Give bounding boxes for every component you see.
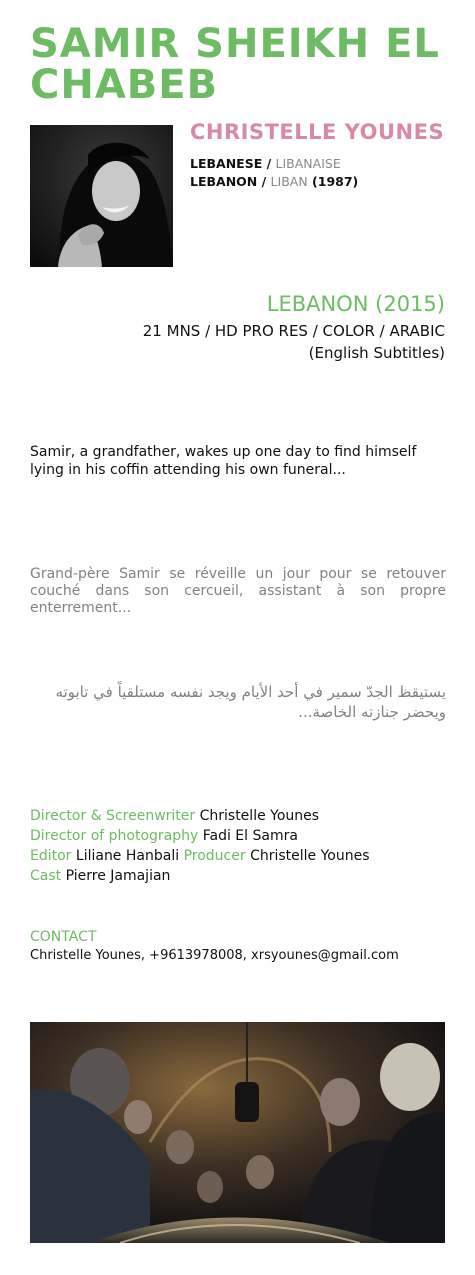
credit-dop	[30, 826, 370, 846]
credit-name: Fadi El Samra	[202, 828, 298, 844]
credit-name: Christelle Younes	[199, 808, 320, 824]
credit-editor-producer	[30, 846, 370, 866]
contact-details: Christelle Younes, +9613978008, xrsyounes@gmail.com	[30, 948, 399, 963]
credit-cast	[30, 866, 370, 886]
birth-year: (1987)	[312, 174, 359, 189]
credit-name: Liliane Hanbali	[75, 848, 180, 864]
credit-director	[30, 806, 370, 826]
credit-role: Director & Screenwriter	[30, 808, 196, 824]
film-technical-specs: 21 MNS / HD PRO RES / COLOR / ARABIC	[142, 322, 445, 340]
synopsis-english: Samir, a grandfather, wakes up one day to find himself lying in his coffin attending his own funeral...	[30, 444, 417, 478]
director-nationality: LEBANESE / LIBANAISE	[190, 156, 341, 171]
credit-role: Cast	[30, 868, 62, 884]
synopsis-french: Grand-père Samir se réveille un jour pour se retouver couché dans son cercueil, assistant à son propre enterrement...	[30, 566, 446, 616]
nationality-en: LEBANESE	[190, 156, 263, 171]
credit-role: Director of photography	[30, 828, 199, 844]
film-country-year: LEBANON (2015)	[266, 292, 445, 316]
film-still-image	[30, 1022, 445, 1243]
country-fr: LIBAN	[270, 174, 308, 189]
nationality-fr: LIBANAISE	[275, 156, 341, 171]
credit-role: Producer	[183, 848, 246, 864]
country-en: LEBANON	[190, 174, 258, 189]
credit-role: Editor	[30, 848, 72, 864]
director-name: CHRISTELLE YOUNES	[190, 120, 445, 144]
film-subtitles: (English Subtitles)	[308, 344, 445, 362]
credits-block	[30, 806, 370, 886]
director-country: LEBANON / LIBAN (1987)	[190, 174, 359, 189]
credit-name: Pierre Jamajian	[65, 868, 171, 884]
synopsis-arabic: يستيقظ الجدّ سمير في أحد الأيام ويجد نفسه مستلقياً في تابوته ويحضر جنازته الخاصة...	[55, 683, 446, 721]
credit-name: Christelle Younes	[250, 848, 370, 864]
film-title: SAMIR SHEIKH EL CHABEB	[30, 21, 440, 108]
director-portrait	[30, 125, 173, 267]
film-specs	[143, 320, 445, 364]
contact-label: CONTACT	[30, 929, 97, 945]
